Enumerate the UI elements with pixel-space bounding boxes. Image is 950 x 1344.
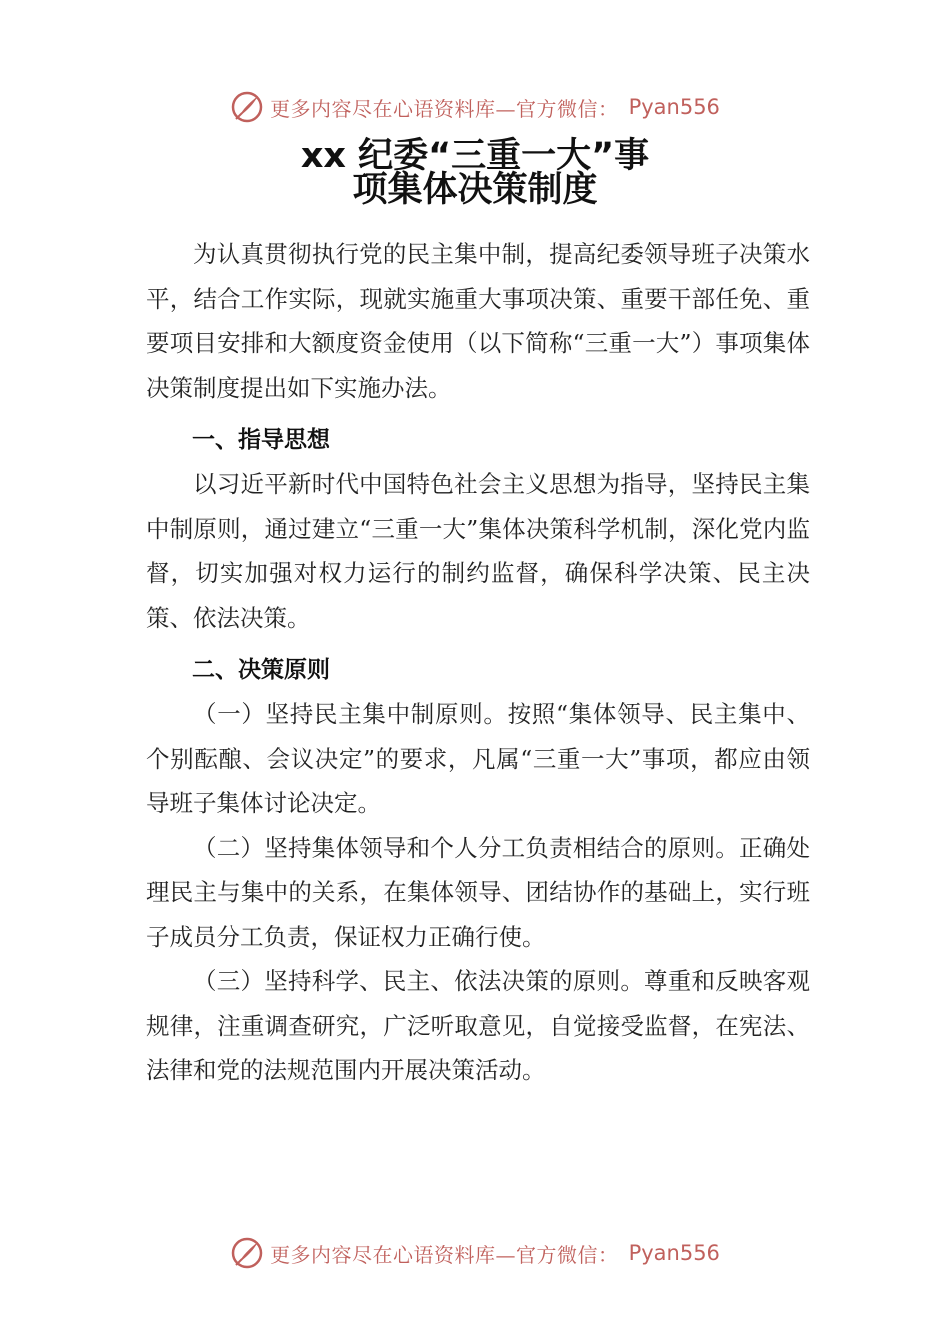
document-title-line2: 项集体决策制度 (352, 170, 598, 210)
watermark-wechat-id: Pyan556 (628, 1241, 720, 1265)
watermark-wechat-id: Pyan556 (628, 95, 720, 119)
footer-watermark (0, 1233, 950, 1273)
quill-logo-icon (230, 1236, 264, 1270)
section-heading-guiding-ideology: 一、指导思想 (192, 427, 330, 453)
section-paragraph: 以习近平新时代中国特色社会主义思想为指导，坚持民主集中制原则，通过建立“三重一大”集体决策科学机制，深化党内监督，切实加强对权力运行的制约监督，确保科学决策、民主决策、依法决策。 (146, 470, 810, 632)
principle-item-2: （二）坚持集体领导和个人分工负责相结合的原则。正确处理民主与集中的关系，在集体领导、团结协作的基础上，实行班子成员分工负责，保证权力正确行使。 (146, 833, 810, 951)
quill-logo-icon (230, 90, 264, 124)
watermark-text: 更多内容尽在心语资料库—官方微信： (270, 96, 619, 121)
principle-item-1: （一）坚持民主集中制原则。按照“集体领导、民主集中、个别酝酿、会议决定”的要求，凡属“三重一大”事项，都应由领导班子集体讨论决定。 (146, 700, 810, 817)
document-title-line1: xx 纪委“三重一大”事 (300, 136, 650, 176)
document-body (146, 232, 810, 1093)
header-watermark (0, 87, 950, 127)
section-heading-decision-principles: 二、决策原则 (192, 657, 330, 683)
watermark-text: 更多内容尽在心语资料库—官方微信： (270, 1242, 619, 1267)
principle-item-3: （三）坚持科学、民主、依法决策的原则。尊重和反映客观规律，注重调查研究，广泛听取意见，自觉接受监督，在宪法、法律和党的法规范围内开展决策活动。 (146, 967, 810, 1084)
intro-paragraph: 为认真贯彻执行党的民主集中制，提高纪委领导班子决策水平，结合工作实际，现就实施重大事项决策、重要干部任免、重要项目安排和大额度资金使用（以下简称“三重一大”）事项集体决策制度提出如下实施办法。 (146, 240, 810, 402)
